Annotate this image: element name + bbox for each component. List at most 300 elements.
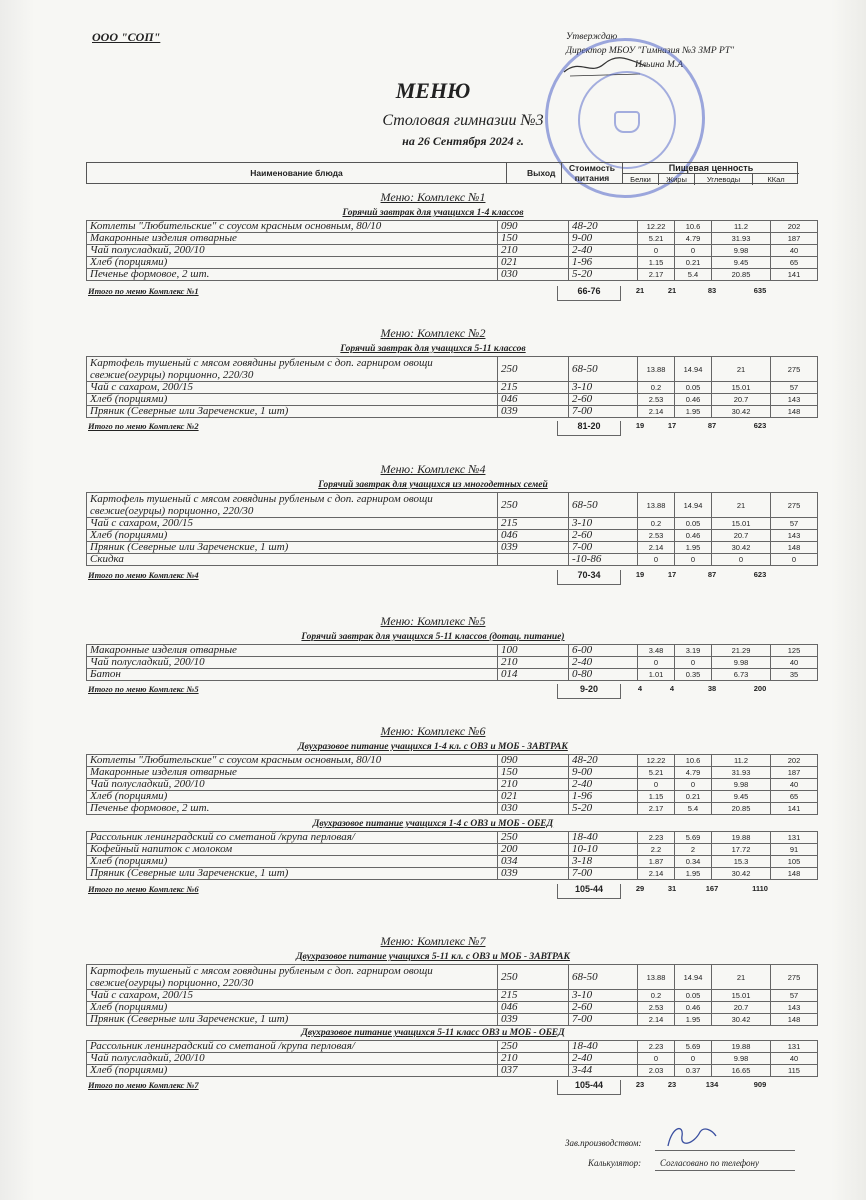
dish-name: Котлеты "Любительские" с соусом красным основным, 80/10 [87, 755, 498, 767]
dish-output: 046 [498, 1002, 569, 1014]
dish-cost: 68-50 [569, 493, 638, 518]
dish-cost: 7-00 [569, 542, 638, 554]
dish-carbs: 20.7 [712, 530, 771, 542]
dish-carbs: 19.88 [712, 1041, 771, 1053]
dish-cost: 6-00 [569, 645, 638, 657]
dish-output: 039 [498, 868, 569, 880]
dish-cost: 7-00 [569, 868, 638, 880]
dish-proteins: 0 [638, 554, 675, 566]
dish-carbs: 15.3 [712, 856, 771, 868]
dish-proteins: 2.14 [638, 542, 675, 554]
dish-name: Чай полусладкий, 200/10 [87, 657, 498, 669]
dish-output: 210 [498, 245, 569, 257]
dish-proteins: 2.53 [638, 530, 675, 542]
dish-carbs: 9.98 [712, 245, 771, 257]
table-row [87, 767, 818, 779]
dish-fats: 0.05 [675, 382, 712, 394]
dish-proteins: 2.14 [638, 406, 675, 418]
production-signature-icon [660, 1122, 720, 1152]
dish-fats: 5.69 [675, 832, 712, 844]
dish-kcal: 57 [771, 990, 818, 1002]
dish-carbs: 6.73 [712, 669, 771, 681]
dish-name: Чай полусладкий, 200/10 [87, 1053, 498, 1065]
dish-name: Хлеб (порциями) [87, 257, 498, 269]
dish-kcal: 105 [771, 856, 818, 868]
dish-output: 215 [498, 990, 569, 1002]
dish-carbs: 11.2 [712, 221, 771, 233]
dish-cost: 9-00 [569, 233, 638, 245]
complex-title: Меню: Комплекс №2 [380, 326, 486, 340]
table-row [87, 221, 818, 233]
dish-cost: 3-10 [569, 382, 638, 394]
table-row [87, 530, 818, 542]
dish-kcal: 141 [771, 269, 818, 281]
dish-kcal: 65 [771, 257, 818, 269]
dish-name: Чай с сахаром, 200/15 [87, 518, 498, 530]
section-title: Горячий завтрак для учащихся 5-11 классов [340, 344, 526, 354]
table-row [87, 518, 818, 530]
table-row [87, 645, 818, 657]
dish-output: 037 [498, 1065, 569, 1077]
total-cost: 66-76 [557, 286, 621, 301]
dish-kcal: 57 [771, 518, 818, 530]
dish-name: Кофейный напиток с молоком [87, 844, 498, 856]
calculator-sign-line [655, 1170, 795, 1171]
dish-carbs: 17.72 [712, 844, 771, 856]
dish-fats: 0 [675, 554, 712, 566]
dish-cost: 2-40 [569, 657, 638, 669]
dish-kcal: 148 [771, 868, 818, 880]
section-title: Горячий завтрак для учащихся 1-4 классов [342, 208, 524, 218]
dish-fats: 0.21 [675, 791, 712, 803]
total-label: Итого по меню Комплекс №1 [88, 286, 199, 296]
dish-kcal: 148 [771, 406, 818, 418]
dish-cost: 2-60 [569, 1002, 638, 1014]
dish-output [498, 554, 569, 566]
dish-fats: 0.05 [675, 990, 712, 1002]
dish-carbs: 16.65 [712, 1065, 771, 1077]
total-proteins: 4 [637, 684, 643, 693]
section-title: Двухразовое питание учащихся 1-4 кл. с ОВЗ и МОБ - ЗАВТРАК [298, 742, 568, 752]
total-cost: 70-34 [557, 570, 621, 585]
dish-fats: 0 [675, 245, 712, 257]
dish-fats: 2 [675, 844, 712, 856]
dish-kcal: 148 [771, 1014, 818, 1026]
complex-title: Меню: Комплекс №4 [380, 462, 486, 476]
dish-output: 030 [498, 803, 569, 815]
dish-fats: 5.4 [675, 269, 712, 281]
dish-carbs: 19.88 [712, 832, 771, 844]
dish-name: Макаронные изделия отварные [87, 645, 498, 657]
dish-name: Скидка [87, 554, 498, 566]
director-title: Директор МБОУ "Гимназия №3 ЗМР РТ" [566, 46, 735, 56]
dish-output: 039 [498, 1014, 569, 1026]
dish-fats: 14.94 [675, 357, 712, 382]
table-row [87, 791, 818, 803]
dish-table [86, 644, 818, 681]
table-row [87, 554, 818, 566]
dish-cost: 1-96 [569, 791, 638, 803]
dish-fats: 4.79 [675, 233, 712, 245]
header-cost: Стоимость питания [561, 163, 623, 183]
dish-proteins: 2.17 [638, 803, 675, 815]
dish-fats: 5.4 [675, 803, 712, 815]
dish-fats: 4.79 [675, 767, 712, 779]
total-label: Итого по меню Комплекс №2 [88, 421, 199, 431]
dish-cost: 5-20 [569, 269, 638, 281]
dish-table [86, 1040, 818, 1077]
table-row [87, 542, 818, 554]
section-title: Двухразовое питание учащихся 1-4 с ОВЗ и МОБ - ОБЕД [312, 819, 554, 829]
dish-name: Картофель тушеный с мясом говядины рубленым с доп. гарниром овощи свежие(огурцы) порционно, 220/30 [87, 965, 498, 990]
table-row [87, 1014, 818, 1026]
dish-output: 046 [498, 530, 569, 542]
total-kcal: 200 [753, 684, 767, 693]
dish-fats: 14.94 [675, 493, 712, 518]
dish-proteins: 2.2 [638, 844, 675, 856]
dish-kcal: 143 [771, 1002, 818, 1014]
director-name: Ильина М.А [635, 60, 684, 70]
total-fats: 4 [669, 684, 675, 693]
dish-output: 200 [498, 844, 569, 856]
dish-proteins: 0 [638, 657, 675, 669]
total-label: Итого по меню Комплекс №5 [88, 684, 199, 694]
dish-output: 100 [498, 645, 569, 657]
dish-name: Рассольник ленинградский со сметаной /крупа перловая/ [87, 1041, 498, 1053]
dish-carbs: 21 [712, 965, 771, 990]
dish-carbs: 20.85 [712, 269, 771, 281]
dish-kcal: 275 [771, 357, 818, 382]
header-kcal: ККал [767, 175, 785, 184]
dish-carbs: 9.98 [712, 657, 771, 669]
total-fats: 31 [667, 884, 677, 893]
dish-cost: 48-20 [569, 221, 638, 233]
dish-kcal: 35 [771, 669, 818, 681]
complex-total-row [86, 570, 798, 584]
total-kcal: 909 [753, 1080, 767, 1089]
table-row [87, 832, 818, 844]
dish-output: 039 [498, 406, 569, 418]
dish-output: 210 [498, 1053, 569, 1065]
dish-name: Чай полусладкий, 200/10 [87, 779, 498, 791]
dish-name: Пряник (Северные или Зареченские, 1 шт) [87, 1014, 498, 1026]
dish-output: 250 [498, 1041, 569, 1053]
dish-name: Пряник (Северные или Зареченские, 1 шт) [87, 542, 498, 554]
dish-output: 030 [498, 269, 569, 281]
dish-name: Чай полусладкий, 200/10 [87, 245, 498, 257]
total-label: Итого по меню Комплекс №6 [88, 884, 199, 894]
dish-fats: 0.34 [675, 856, 712, 868]
dish-cost: 5-20 [569, 803, 638, 815]
dish-name: Печенье формовое, 2 шт. [87, 269, 498, 281]
dish-name: Картофель тушеный с мясом говядины рубленым с доп. гарниром овощи свежие(огурцы) порционно, 220/30 [87, 357, 498, 382]
dish-carbs: 9.45 [712, 791, 771, 803]
total-label: Итого по меню Комплекс №4 [88, 570, 199, 580]
dish-output: 215 [498, 518, 569, 530]
table-row [87, 257, 818, 269]
dish-kcal: 40 [771, 657, 818, 669]
dish-proteins: 13.88 [638, 357, 675, 382]
dish-name: Рассольник ленинградский со сметаной /крупа перловая/ [87, 832, 498, 844]
dish-name: Хлеб (порциями) [87, 1065, 498, 1077]
complex-total-row [86, 1080, 798, 1094]
total-fats: 21 [667, 286, 677, 295]
total-cost: 9-20 [557, 684, 621, 699]
dish-kcal: 0 [771, 554, 818, 566]
dish-carbs: 9.45 [712, 257, 771, 269]
dish-proteins: 12.22 [638, 755, 675, 767]
dish-fats: 0.46 [675, 1002, 712, 1014]
dish-table [86, 356, 818, 418]
dish-output: 021 [498, 791, 569, 803]
table-header [86, 162, 798, 184]
total-kcal: 623 [753, 570, 767, 579]
dish-name: Батон [87, 669, 498, 681]
dish-name: Хлеб (порциями) [87, 856, 498, 868]
dish-fats: 10.6 [675, 221, 712, 233]
table-row [87, 1065, 818, 1077]
dish-carbs: 15.01 [712, 382, 771, 394]
dish-fats: 0.05 [675, 518, 712, 530]
complex-title: Меню: Комплекс №7 [380, 934, 486, 948]
dish-proteins: 5.21 [638, 233, 675, 245]
dish-kcal: 187 [771, 233, 818, 245]
section-title: Двухразовое питание учащихся 5-11 класс ОВЗ и МОБ - ОБЕД [301, 1028, 565, 1038]
total-carbs: 83 [707, 286, 717, 295]
dish-fats: 14.94 [675, 965, 712, 990]
dish-fats: 3.19 [675, 645, 712, 657]
dish-output: 250 [498, 493, 569, 518]
total-cost: 105-44 [557, 1080, 621, 1095]
dish-proteins: 2.17 [638, 269, 675, 281]
dish-name: Макаронные изделия отварные [87, 767, 498, 779]
dish-proteins: 1.15 [638, 257, 675, 269]
total-carbs: 134 [705, 1080, 719, 1089]
dish-cost: 3-10 [569, 518, 638, 530]
dish-carbs: 20.85 [712, 803, 771, 815]
total-kcal: 635 [753, 286, 767, 295]
table-row [87, 1041, 818, 1053]
dish-fats: 0 [675, 1053, 712, 1065]
dish-proteins: 0 [638, 779, 675, 791]
table-row [87, 233, 818, 245]
table-row [87, 868, 818, 880]
dish-cost: 9-00 [569, 767, 638, 779]
dish-proteins: 0.2 [638, 382, 675, 394]
table-row [87, 844, 818, 856]
dish-fats: 0.37 [675, 1065, 712, 1077]
total-proteins: 19 [635, 570, 645, 579]
dish-cost: -10-86 [569, 554, 638, 566]
table-row [87, 657, 818, 669]
complex-title: Меню: Комплекс №6 [380, 724, 486, 738]
total-carbs: 87 [707, 421, 717, 430]
dish-cost: 68-50 [569, 357, 638, 382]
dish-output: 014 [498, 669, 569, 681]
dish-kcal: 125 [771, 645, 818, 657]
dish-proteins: 2.14 [638, 1014, 675, 1026]
dish-cost: 3-10 [569, 990, 638, 1002]
dish-name: Чай с сахаром, 200/15 [87, 990, 498, 1002]
dish-cost: 2-60 [569, 394, 638, 406]
dish-proteins: 0.2 [638, 990, 675, 1002]
dish-carbs: 30.42 [712, 868, 771, 880]
total-label: Итого по меню Комплекс №7 [88, 1080, 199, 1090]
total-proteins: 23 [635, 1080, 645, 1089]
table-row [87, 803, 818, 815]
dish-table [86, 492, 818, 566]
dish-output: 250 [498, 357, 569, 382]
dish-fats: 1.95 [675, 1014, 712, 1026]
dish-cost: 2-60 [569, 530, 638, 542]
dish-carbs: 9.98 [712, 779, 771, 791]
dish-fats: 0 [675, 779, 712, 791]
total-cost: 105-44 [557, 884, 621, 899]
section-title: Горячий завтрак для учащихся 5-11 классов (дотац. питание) [301, 632, 565, 642]
dish-output: 090 [498, 221, 569, 233]
total-cost: 81-20 [557, 421, 621, 436]
dish-cost: 7-00 [569, 406, 638, 418]
dish-name: Хлеб (порциями) [87, 530, 498, 542]
complex-total-row [86, 884, 798, 898]
dish-carbs: 15.01 [712, 990, 771, 1002]
approval-label: Утверждаю [566, 32, 618, 42]
dish-kcal: 202 [771, 221, 818, 233]
page-subtitle: Столовая гимназии №3 [382, 112, 544, 129]
complex-title: Меню: Комплекс №1 [380, 190, 486, 204]
header-carbs: Углеводы [695, 174, 753, 185]
dish-proteins: 1.15 [638, 791, 675, 803]
dish-name: Чай с сахаром, 200/15 [87, 382, 498, 394]
dish-proteins: 2.14 [638, 868, 675, 880]
dish-output: 215 [498, 382, 569, 394]
dish-kcal: 143 [771, 530, 818, 542]
dish-proteins: 2.53 [638, 1002, 675, 1014]
calculator-value: Согласовано по телефону [660, 1158, 759, 1168]
table-row [87, 357, 818, 382]
dish-output: 250 [498, 832, 569, 844]
dish-output: 039 [498, 542, 569, 554]
table-row [87, 1053, 818, 1065]
total-fats: 17 [667, 421, 677, 430]
dish-fats: 5.69 [675, 1041, 712, 1053]
table-row [87, 669, 818, 681]
dish-table [86, 754, 818, 815]
table-row [87, 394, 818, 406]
table-row [87, 990, 818, 1002]
dish-kcal: 40 [771, 1053, 818, 1065]
dish-cost: 7-00 [569, 1014, 638, 1026]
total-fats: 17 [667, 570, 677, 579]
menu-date: на 26 Сентября 2024 г. [402, 134, 524, 148]
dish-kcal: 65 [771, 791, 818, 803]
dish-cost: 2-40 [569, 1053, 638, 1065]
dish-kcal: 131 [771, 1041, 818, 1053]
dish-kcal: 143 [771, 394, 818, 406]
header-output: Выход [527, 168, 556, 178]
dish-carbs: 30.42 [712, 1014, 771, 1026]
header-proteins: Белки [623, 174, 659, 185]
dish-name: Макаронные изделия отварные [87, 233, 498, 245]
dish-kcal: 187 [771, 767, 818, 779]
complex-total-row [86, 684, 798, 698]
dish-proteins: 1.87 [638, 856, 675, 868]
dish-cost: 0-80 [569, 669, 638, 681]
dish-fats: 0 [675, 657, 712, 669]
dish-name: Пряник (Северные или Зареченские, 1 шт) [87, 868, 498, 880]
dish-kcal: 40 [771, 779, 818, 791]
dish-carbs: 15.01 [712, 518, 771, 530]
dish-cost: 68-50 [569, 965, 638, 990]
dish-proteins: 13.88 [638, 965, 675, 990]
dish-cost: 48-20 [569, 755, 638, 767]
dish-kcal: 115 [771, 1065, 818, 1077]
dish-kcal: 141 [771, 803, 818, 815]
dish-carbs: 21 [712, 493, 771, 518]
dish-name: Печенье формовое, 2 шт. [87, 803, 498, 815]
dish-cost: 3-44 [569, 1065, 638, 1077]
dish-proteins: 1.01 [638, 669, 675, 681]
dish-carbs: 21.29 [712, 645, 771, 657]
dish-output: 046 [498, 394, 569, 406]
table-row [87, 382, 818, 394]
dish-fats: 10.6 [675, 755, 712, 767]
total-carbs: 167 [705, 884, 719, 893]
dish-proteins: 2.23 [638, 832, 675, 844]
total-proteins: 19 [635, 421, 645, 430]
section-title: Горячий завтрак для учащихся из многодетных семей [318, 480, 548, 490]
dish-output: 021 [498, 257, 569, 269]
dish-kcal: 202 [771, 755, 818, 767]
dish-output: 250 [498, 965, 569, 990]
dish-kcal: 40 [771, 245, 818, 257]
dish-fats: 0.46 [675, 530, 712, 542]
dish-kcal: 131 [771, 832, 818, 844]
complex-title: Меню: Комплекс №5 [380, 614, 486, 628]
page-title: МЕНЮ [395, 78, 471, 103]
table-row [87, 1002, 818, 1014]
dish-fats: 1.95 [675, 406, 712, 418]
table-row [87, 755, 818, 767]
dish-name: Картофель тушеный с мясом говядины рубленым с доп. гарниром овощи свежие(огурцы) порционно, 220/30 [87, 493, 498, 518]
dish-name: Пряник (Северные или Зареченские, 1 шт) [87, 406, 498, 418]
dish-name: Хлеб (порциями) [87, 791, 498, 803]
total-carbs: 38 [707, 684, 717, 693]
calculator-label: Калькулятор: [588, 1158, 642, 1168]
dish-proteins: 2.03 [638, 1065, 675, 1077]
dish-proteins: 5.21 [638, 767, 675, 779]
dish-proteins: 0.2 [638, 518, 675, 530]
dish-kcal: 275 [771, 493, 818, 518]
total-proteins: 29 [635, 884, 645, 893]
dish-carbs: 9.98 [712, 1053, 771, 1065]
dish-carbs: 31.93 [712, 767, 771, 779]
dish-output: 034 [498, 856, 569, 868]
dish-fats: 0.35 [675, 669, 712, 681]
dish-output: 090 [498, 755, 569, 767]
total-carbs: 87 [707, 570, 717, 579]
table-row [87, 493, 818, 518]
dish-proteins: 13.88 [638, 493, 675, 518]
dish-output: 210 [498, 657, 569, 669]
dish-fats: 0.46 [675, 394, 712, 406]
dish-proteins: 0 [638, 1053, 675, 1065]
dish-kcal: 275 [771, 965, 818, 990]
dish-cost: 10-10 [569, 844, 638, 856]
total-kcal: 623 [753, 421, 767, 430]
dish-carbs: 30.42 [712, 542, 771, 554]
production-label: Зав.производством: [565, 1138, 642, 1148]
